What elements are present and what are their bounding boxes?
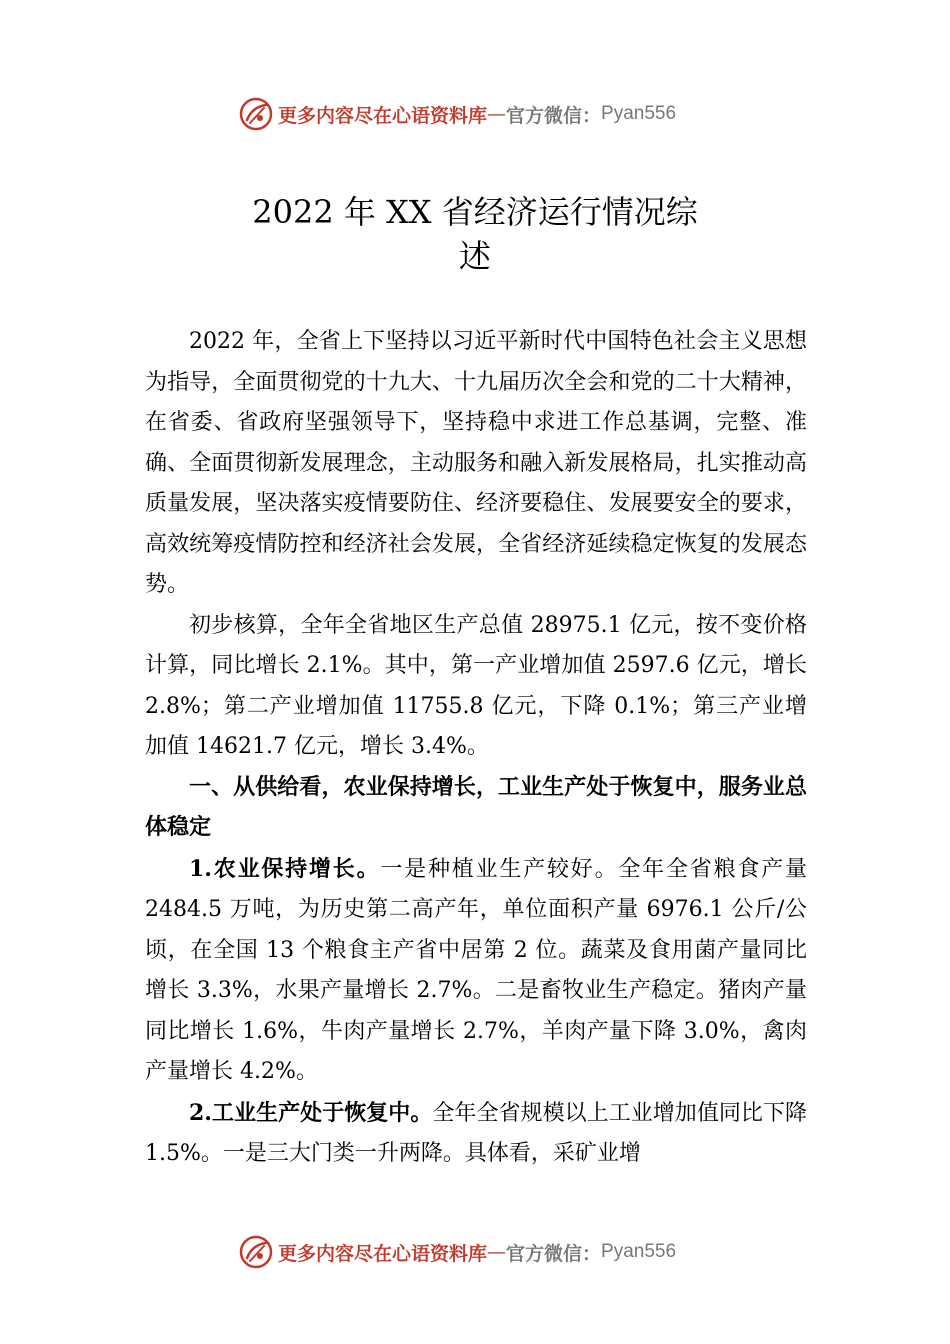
watermark-text: 更多内容尽在心语资料库	[278, 1242, 488, 1265]
paragraph-intro: 2022 年，全省上下坚持以习近平新时代中国特色社会主义思想为指导，全面贯彻党的十九大、十九届历次全会和党的二十大精神，在省委、省政府坚强领导下，坚持稳中求进工作总基调，完整、准确、全面贯彻新发展理念，主动服务和融入新发展格局，扎实推动高质量发展，坚决落实疫情要防住、经济要稳住、发展要安全的要求，高效统筹疫情防控和经济社会发展，全省经济延续稳定恢复的发展态势。	[145, 329, 807, 597]
watermark-id: Pyan556	[601, 103, 677, 124]
section-heading-1: 一、从供给看，农业保持增长，工业生产处于恢复中，服务业总体稳定	[145, 774, 807, 840]
item-lead-industry: 2.工业生产处于恢复中。	[189, 1099, 433, 1126]
logo-icon	[238, 1234, 274, 1270]
watermark-separator: —	[487, 103, 507, 125]
header-watermark	[238, 94, 676, 134]
paragraph-gdp: 初步核算，全年全省地区生产总值 28975.1 亿元，按不变价格计算，同比增长 2.1%。其中，第一产业增加值 2597.6 亿元，增长 2.8%；第二产业增加值 11755.8 亿元，下降 0.1%；第三产业增加值 14621.7 亿元，增长 3.4%。	[145, 612, 807, 759]
title-line-2: 述	[458, 237, 491, 275]
item-text-industry: 全年全省规模以上工业增加值同比下降 1.5%。一是三大门类一升两降。具体看，采矿业增	[145, 1100, 807, 1166]
document-body	[145, 322, 807, 1175]
watermark-id: Pyan556	[601, 1241, 677, 1262]
item-lead-agriculture: 1.农业保持增长。	[189, 855, 381, 882]
watermark-label: 官方微信：	[506, 1242, 602, 1265]
watermark-text: 更多内容尽在心语资料库	[278, 104, 488, 127]
footer-watermark	[238, 1232, 676, 1272]
logo-icon	[238, 96, 274, 132]
paragraph-industry	[145, 1093, 807, 1175]
watermark-separator: —	[487, 1241, 507, 1263]
watermark-label: 官方微信：	[506, 104, 602, 127]
document-title	[150, 190, 800, 278]
title-line-1: 2022 年 XX 省经济运行情况综	[252, 193, 698, 231]
paragraph-agriculture	[145, 849, 807, 1093]
item-text-agriculture: 一是种植业生产较好。全年全省粮食产量 2484.5 万吨，为历史第二高产年，单位面积产量 6976.1 公斤/公顷，在全国 13 个粮食主产省中居第 2 位。蔬菜及食用菌产量同比增长 3.3%，水果产量增长 2.7%。二是畜牧业生产稳定。猪肉产量同比增长 1.6%，牛肉产量增长 2.7%，羊肉产量下降 3.0%，禽肉产量增长 4.2%。	[145, 856, 807, 1084]
